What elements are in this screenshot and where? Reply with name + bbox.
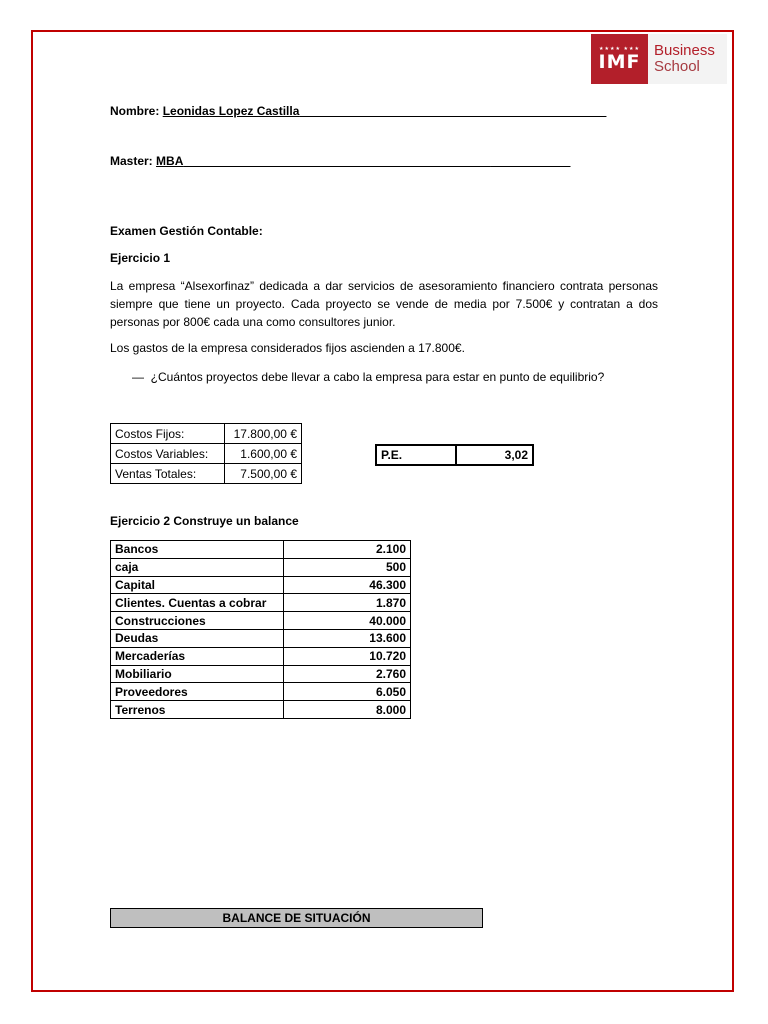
balance-de-situacion-header: BALANCE DE SITUACIÓN xyxy=(110,908,483,928)
item-value: 2.760 xyxy=(284,665,411,683)
item-label: Proveedores xyxy=(111,683,284,701)
pe-value: 3,02 xyxy=(456,445,533,465)
nombre-line xyxy=(110,104,606,119)
ejercicio1-paragraph: La empresa “Alsexorfinaz” dedicada a dar servicios de asesoramiento financiero contrata personas siempre que tiene un proyecto. Cada proyecto se vende de media por 7.500€ y contratan a dos personas por 800€ cada una como consultores junior. xyxy=(110,279,658,329)
item-value: 40.000 xyxy=(284,612,411,630)
item-label: Mobiliario xyxy=(111,665,284,683)
master-label: Master: xyxy=(110,154,153,168)
balance-items-table xyxy=(110,540,411,719)
item-value: 2.100 xyxy=(284,541,411,559)
item-value: 6.050 xyxy=(284,683,411,701)
item-value: 500 xyxy=(284,558,411,576)
item-value: 8.000 xyxy=(284,701,411,719)
item-label: Mercaderías xyxy=(111,647,284,665)
item-label: Construcciones xyxy=(111,612,284,630)
table-row xyxy=(111,558,411,576)
cost-label: Costos Fijos: xyxy=(111,424,225,444)
logo-stars: ★★★★ ★★★ xyxy=(599,46,640,52)
table-row xyxy=(111,612,411,630)
nombre-underline: ______________________________________________ xyxy=(299,104,607,118)
table-row xyxy=(111,629,411,647)
costs-table xyxy=(110,423,302,484)
ejercicio2-title: Ejercicio 2 Construye un balance xyxy=(110,514,299,528)
table-row xyxy=(111,424,302,444)
imf-logo xyxy=(591,34,727,84)
pe-label: P.E. xyxy=(376,445,456,465)
question-text: ¿Cuántos proyectos debe llevar a cabo la empresa para estar en punto de equilibrio? xyxy=(150,370,605,384)
table-row xyxy=(111,594,411,612)
item-label: Clientes. Cuentas a cobrar xyxy=(111,594,284,612)
exam-title: Examen Gestión Contable: xyxy=(110,224,263,238)
cost-value: 7.500,00 € xyxy=(225,464,302,484)
cost-value: 1.600,00 € xyxy=(225,444,302,464)
nombre-label: Nombre: xyxy=(110,104,160,118)
question-line xyxy=(132,370,604,385)
page-border xyxy=(31,30,734,992)
dash-bullet: — xyxy=(132,370,144,384)
item-label: Terrenos xyxy=(111,701,284,719)
imf-logo-mark xyxy=(591,34,648,84)
item-value: 13.600 xyxy=(284,629,411,647)
table-row xyxy=(111,464,302,484)
item-label: Bancos xyxy=(111,541,284,559)
master-line: Master: MBA__________________________________________________________ xyxy=(110,154,571,168)
item-value: 46.300 xyxy=(284,576,411,594)
table-row xyxy=(111,665,411,683)
nombre-value: Leonidas Lopez Castilla xyxy=(162,104,300,118)
master-underline: ______________________________________________ xyxy=(183,154,491,168)
logo-line1: Business xyxy=(654,42,715,59)
table-row xyxy=(111,683,411,701)
item-label: caja xyxy=(111,558,284,576)
cost-label: Ventas Totales: xyxy=(111,464,225,484)
item-label: Deudas xyxy=(111,629,284,647)
item-label: Capital xyxy=(111,576,284,594)
table-row xyxy=(111,701,411,719)
cost-value: 17.800,00 € xyxy=(225,424,302,444)
logo-brand: IMF xyxy=(598,51,641,73)
gastos-fijos-text: Los gastos de la empresa considerados fijos ascienden a 17.800€. xyxy=(110,341,465,355)
item-value: 10.720 xyxy=(284,647,411,665)
table-row xyxy=(111,541,411,559)
master-value: MBA xyxy=(156,154,184,168)
item-value: 1.870 xyxy=(284,594,411,612)
logo-line2: School xyxy=(654,58,700,75)
table-row xyxy=(111,647,411,665)
table-row xyxy=(111,576,411,594)
ejercicio1-title: Ejercicio 1 xyxy=(110,251,171,265)
pe-box xyxy=(375,444,534,466)
table-row xyxy=(111,444,302,464)
logo-text xyxy=(648,34,727,84)
cost-label: Costos Variables: xyxy=(111,444,225,464)
